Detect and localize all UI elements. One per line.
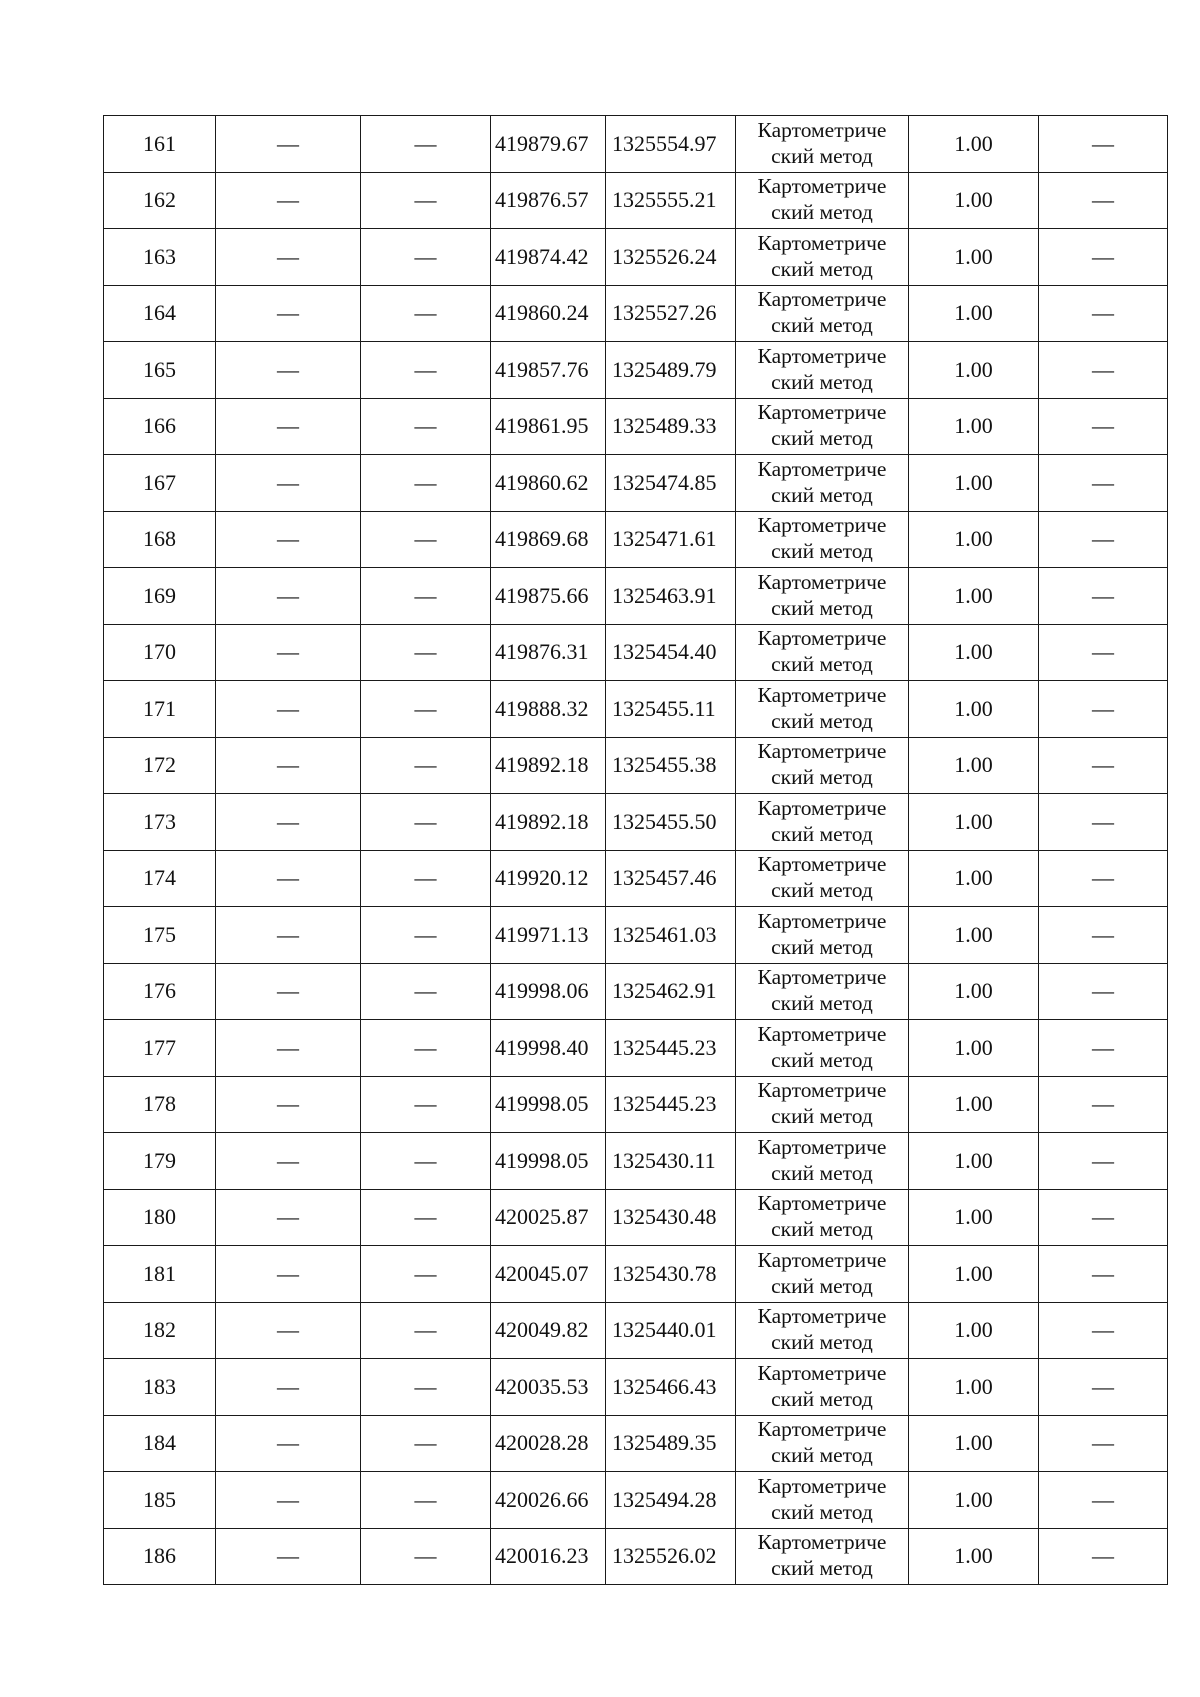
empty-dash-cell: — — [361, 172, 491, 229]
method-line-1: Картометриче — [757, 795, 887, 820]
x-coordinate-cell: 420025.87 — [491, 1189, 606, 1246]
x-coordinate-cell: 419876.31 — [491, 624, 606, 681]
empty-dash-cell: — — [361, 342, 491, 399]
method-cell — [736, 1076, 909, 1133]
method-line-1: Картометриче — [757, 1473, 887, 1498]
accuracy-cell: 1.00 — [909, 1528, 1039, 1585]
method-cell — [736, 116, 909, 173]
point-number-cell: 179 — [104, 1133, 216, 1190]
table-row — [104, 907, 1168, 964]
method-line-1: Картометриче — [757, 965, 887, 990]
empty-dash-cell: — — [216, 285, 361, 342]
y-coordinate-cell: 1325445.23 — [606, 1076, 736, 1133]
accuracy-cell: 1.00 — [909, 116, 1039, 173]
empty-dash-cell: — — [1039, 1472, 1168, 1529]
empty-dash-cell: — — [216, 907, 361, 964]
table-row — [104, 116, 1168, 173]
method-line-2: ский метод — [771, 821, 873, 846]
method-line-1: Картометриче — [757, 400, 887, 425]
y-coordinate-cell: 1325527.26 — [606, 285, 736, 342]
x-coordinate-cell: 419920.12 — [491, 850, 606, 907]
method-line-1: Картометриче — [757, 1247, 887, 1272]
method-cell — [736, 1472, 909, 1529]
empty-dash-cell: — — [361, 1076, 491, 1133]
point-number-cell: 180 — [104, 1189, 216, 1246]
method-line-2: ский метод — [771, 1556, 873, 1581]
empty-dash-cell: — — [216, 850, 361, 907]
empty-dash-cell: — — [216, 1415, 361, 1472]
method-line-1: Картометриче — [757, 230, 887, 255]
method-cell — [736, 794, 909, 851]
method-line-1: Картометриче — [757, 343, 887, 368]
y-coordinate-cell: 1325471.61 — [606, 511, 736, 568]
point-number-cell: 161 — [104, 116, 216, 173]
table-row — [104, 1359, 1168, 1416]
method-line-1: Картометриче — [757, 1021, 887, 1046]
empty-dash-cell: — — [216, 568, 361, 625]
table-row — [104, 1528, 1168, 1585]
point-number-cell: 184 — [104, 1415, 216, 1472]
point-number-cell: 169 — [104, 568, 216, 625]
accuracy-cell: 1.00 — [909, 1302, 1039, 1359]
method-line-2: ский метод — [771, 1386, 873, 1411]
empty-dash-cell: — — [216, 1302, 361, 1359]
method-cell — [736, 342, 909, 399]
method-line-2: ский метод — [771, 1160, 873, 1185]
table-row — [104, 963, 1168, 1020]
method-line-1: Картометриче — [757, 739, 887, 764]
x-coordinate-cell: 420028.28 — [491, 1415, 606, 1472]
table-row — [104, 511, 1168, 568]
method-line-2: ский метод — [771, 539, 873, 564]
method-cell — [736, 1359, 909, 1416]
method-line-2: ский метод — [771, 991, 873, 1016]
x-coordinate-cell: 419892.18 — [491, 794, 606, 851]
empty-dash-cell: — — [216, 229, 361, 286]
empty-dash-cell: — — [361, 1528, 491, 1585]
table-row — [104, 1415, 1168, 1472]
empty-dash-cell: — — [361, 963, 491, 1020]
y-coordinate-cell: 1325430.48 — [606, 1189, 736, 1246]
empty-dash-cell: — — [216, 1020, 361, 1077]
y-coordinate-cell: 1325489.35 — [606, 1415, 736, 1472]
table-row — [104, 1076, 1168, 1133]
empty-dash-cell: — — [1039, 907, 1168, 964]
empty-dash-cell: — — [1039, 963, 1168, 1020]
point-number-cell: 183 — [104, 1359, 216, 1416]
empty-dash-cell: — — [216, 737, 361, 794]
y-coordinate-cell: 1325466.43 — [606, 1359, 736, 1416]
empty-dash-cell: — — [1039, 1359, 1168, 1416]
method-cell — [736, 455, 909, 512]
empty-dash-cell: — — [361, 1472, 491, 1529]
empty-dash-cell: — — [216, 1359, 361, 1416]
method-line-2: ский метод — [771, 1443, 873, 1468]
table-row — [104, 172, 1168, 229]
y-coordinate-cell: 1325440.01 — [606, 1302, 736, 1359]
empty-dash-cell: — — [1039, 681, 1168, 738]
accuracy-cell: 1.00 — [909, 172, 1039, 229]
table-row — [104, 794, 1168, 851]
empty-dash-cell: — — [1039, 511, 1168, 568]
table-row — [104, 1472, 1168, 1529]
table-row — [104, 398, 1168, 455]
accuracy-cell: 1.00 — [909, 229, 1039, 286]
empty-dash-cell: — — [1039, 737, 1168, 794]
method-line-1: Картометриче — [757, 1134, 887, 1159]
empty-dash-cell: — — [216, 172, 361, 229]
method-cell — [736, 285, 909, 342]
point-number-cell: 171 — [104, 681, 216, 738]
empty-dash-cell: — — [1039, 398, 1168, 455]
method-line-2: ский метод — [771, 1217, 873, 1242]
empty-dash-cell: — — [1039, 794, 1168, 851]
accuracy-cell: 1.00 — [909, 907, 1039, 964]
x-coordinate-cell: 419998.05 — [491, 1076, 606, 1133]
empty-dash-cell: — — [1039, 172, 1168, 229]
method-line-1: Картометриче — [757, 1530, 887, 1555]
empty-dash-cell: — — [361, 285, 491, 342]
method-line-2: ский метод — [771, 482, 873, 507]
point-number-cell: 185 — [104, 1472, 216, 1529]
empty-dash-cell: — — [216, 342, 361, 399]
point-number-cell: 173 — [104, 794, 216, 851]
empty-dash-cell: — — [216, 794, 361, 851]
point-number-cell: 178 — [104, 1076, 216, 1133]
y-coordinate-cell: 1325494.28 — [606, 1472, 736, 1529]
x-coordinate-cell: 419876.57 — [491, 172, 606, 229]
y-coordinate-cell: 1325554.97 — [606, 116, 736, 173]
point-number-cell: 168 — [104, 511, 216, 568]
method-line-2: ский метод — [771, 1047, 873, 1072]
y-coordinate-cell: 1325430.11 — [606, 1133, 736, 1190]
point-number-cell: 166 — [104, 398, 216, 455]
method-line-1: Картометриче — [757, 456, 887, 481]
point-number-cell: 162 — [104, 172, 216, 229]
table-row — [104, 681, 1168, 738]
empty-dash-cell: — — [1039, 116, 1168, 173]
point-number-cell: 182 — [104, 1302, 216, 1359]
y-coordinate-cell: 1325454.40 — [606, 624, 736, 681]
accuracy-cell: 1.00 — [909, 342, 1039, 399]
empty-dash-cell: — — [361, 511, 491, 568]
empty-dash-cell: — — [216, 1472, 361, 1529]
accuracy-cell: 1.00 — [909, 1189, 1039, 1246]
empty-dash-cell: — — [1039, 1528, 1168, 1585]
empty-dash-cell: — — [1039, 229, 1168, 286]
method-line-2: ский метод — [771, 1104, 873, 1129]
accuracy-cell: 1.00 — [909, 285, 1039, 342]
empty-dash-cell: — — [361, 398, 491, 455]
empty-dash-cell: — — [361, 1133, 491, 1190]
empty-dash-cell: — — [361, 229, 491, 286]
empty-dash-cell: — — [361, 568, 491, 625]
empty-dash-cell: — — [216, 681, 361, 738]
empty-dash-cell: — — [361, 116, 491, 173]
point-number-cell: 164 — [104, 285, 216, 342]
method-line-1: Картометриче — [757, 852, 887, 877]
method-line-2: ский метод — [771, 934, 873, 959]
method-line-1: Картометриче — [757, 682, 887, 707]
method-cell — [736, 907, 909, 964]
table-row — [104, 1020, 1168, 1077]
method-line-2: ский метод — [771, 369, 873, 394]
accuracy-cell: 1.00 — [909, 681, 1039, 738]
point-number-cell: 181 — [104, 1246, 216, 1303]
method-line-2: ский метод — [771, 1330, 873, 1355]
accuracy-cell: 1.00 — [909, 1359, 1039, 1416]
accuracy-cell: 1.00 — [909, 455, 1039, 512]
empty-dash-cell: — — [1039, 568, 1168, 625]
empty-dash-cell: — — [361, 907, 491, 964]
empty-dash-cell: — — [1039, 850, 1168, 907]
accuracy-cell: 1.00 — [909, 963, 1039, 1020]
x-coordinate-cell: 419879.67 — [491, 116, 606, 173]
table-row — [104, 568, 1168, 625]
coordinates-table — [103, 115, 1168, 1585]
method-line-1: Картометриче — [757, 1360, 887, 1385]
empty-dash-cell: — — [361, 1020, 491, 1077]
empty-dash-cell: — — [1039, 342, 1168, 399]
method-cell — [736, 568, 909, 625]
point-number-cell: 167 — [104, 455, 216, 512]
method-cell — [736, 1528, 909, 1585]
table-row — [104, 455, 1168, 512]
y-coordinate-cell: 1325457.46 — [606, 850, 736, 907]
method-line-1: Картометриче — [757, 1417, 887, 1442]
method-cell — [736, 229, 909, 286]
empty-dash-cell: — — [361, 624, 491, 681]
x-coordinate-cell: 420016.23 — [491, 1528, 606, 1585]
empty-dash-cell: — — [361, 1246, 491, 1303]
method-line-1: Картометриче — [757, 1191, 887, 1216]
accuracy-cell: 1.00 — [909, 624, 1039, 681]
empty-dash-cell: — — [216, 1528, 361, 1585]
x-coordinate-cell: 420035.53 — [491, 1359, 606, 1416]
method-cell — [736, 1020, 909, 1077]
empty-dash-cell: — — [216, 1076, 361, 1133]
accuracy-cell: 1.00 — [909, 1076, 1039, 1133]
method-cell — [736, 1246, 909, 1303]
empty-dash-cell: — — [361, 1302, 491, 1359]
x-coordinate-cell: 419892.18 — [491, 737, 606, 794]
empty-dash-cell: — — [361, 1415, 491, 1472]
accuracy-cell: 1.00 — [909, 1133, 1039, 1190]
empty-dash-cell: — — [1039, 1020, 1168, 1077]
x-coordinate-cell: 419874.42 — [491, 229, 606, 286]
table-row — [104, 285, 1168, 342]
accuracy-cell: 1.00 — [909, 398, 1039, 455]
y-coordinate-cell: 1325489.33 — [606, 398, 736, 455]
method-cell — [736, 172, 909, 229]
method-line-2: ский метод — [771, 1273, 873, 1298]
empty-dash-cell: — — [1039, 1246, 1168, 1303]
method-line-2: ский метод — [771, 708, 873, 733]
empty-dash-cell: — — [1039, 624, 1168, 681]
method-line-1: Картометриче — [757, 1078, 887, 1103]
method-cell — [736, 511, 909, 568]
accuracy-cell: 1.00 — [909, 1246, 1039, 1303]
method-line-1: Картометриче — [757, 626, 887, 651]
method-cell — [736, 963, 909, 1020]
empty-dash-cell: — — [216, 963, 361, 1020]
x-coordinate-cell: 419998.40 — [491, 1020, 606, 1077]
empty-dash-cell: — — [361, 455, 491, 512]
x-coordinate-cell: 419857.76 — [491, 342, 606, 399]
y-coordinate-cell: 1325430.78 — [606, 1246, 736, 1303]
x-coordinate-cell: 420049.82 — [491, 1302, 606, 1359]
accuracy-cell: 1.00 — [909, 737, 1039, 794]
empty-dash-cell: — — [216, 511, 361, 568]
point-number-cell: 163 — [104, 229, 216, 286]
method-line-2: ский метод — [771, 595, 873, 620]
empty-dash-cell: — — [1039, 1415, 1168, 1472]
method-cell — [736, 398, 909, 455]
method-line-2: ский метод — [771, 652, 873, 677]
point-number-cell: 165 — [104, 342, 216, 399]
empty-dash-cell: — — [361, 681, 491, 738]
method-line-2: ский метод — [771, 1499, 873, 1524]
empty-dash-cell: — — [216, 624, 361, 681]
point-number-cell: 170 — [104, 624, 216, 681]
empty-dash-cell: — — [1039, 285, 1168, 342]
x-coordinate-cell: 419860.24 — [491, 285, 606, 342]
table-row — [104, 737, 1168, 794]
method-line-1: Картометриче — [757, 174, 887, 199]
method-cell — [736, 681, 909, 738]
empty-dash-cell: — — [1039, 1189, 1168, 1246]
accuracy-cell: 1.00 — [909, 511, 1039, 568]
table-row — [104, 1133, 1168, 1190]
point-number-cell: 175 — [104, 907, 216, 964]
point-number-cell: 174 — [104, 850, 216, 907]
accuracy-cell: 1.00 — [909, 1020, 1039, 1077]
point-number-cell: 177 — [104, 1020, 216, 1077]
table-row — [104, 1246, 1168, 1303]
y-coordinate-cell: 1325455.11 — [606, 681, 736, 738]
method-line-2: ский метод — [771, 765, 873, 790]
method-line-1: Картометриче — [757, 117, 887, 142]
y-coordinate-cell: 1325445.23 — [606, 1020, 736, 1077]
method-line-1: Картометриче — [757, 287, 887, 312]
accuracy-cell: 1.00 — [909, 794, 1039, 851]
method-cell — [736, 1302, 909, 1359]
y-coordinate-cell: 1325555.21 — [606, 172, 736, 229]
method-cell — [736, 624, 909, 681]
accuracy-cell: 1.00 — [909, 850, 1039, 907]
method-line-2: ский метод — [771, 878, 873, 903]
point-number-cell: 172 — [104, 737, 216, 794]
method-line-2: ский метод — [771, 426, 873, 451]
y-coordinate-cell: 1325455.50 — [606, 794, 736, 851]
y-coordinate-cell: 1325455.38 — [606, 737, 736, 794]
x-coordinate-cell: 419998.06 — [491, 963, 606, 1020]
method-cell — [736, 1189, 909, 1246]
empty-dash-cell: — — [361, 1359, 491, 1416]
accuracy-cell: 1.00 — [909, 568, 1039, 625]
point-number-cell: 176 — [104, 963, 216, 1020]
empty-dash-cell: — — [361, 1189, 491, 1246]
x-coordinate-cell: 419888.32 — [491, 681, 606, 738]
method-line-1: Картометриче — [757, 513, 887, 538]
x-coordinate-cell: 419875.66 — [491, 568, 606, 625]
table-row — [104, 1189, 1168, 1246]
point-number-cell: 186 — [104, 1528, 216, 1585]
empty-dash-cell: — — [1039, 1302, 1168, 1359]
empty-dash-cell: — — [1039, 455, 1168, 512]
method-line-1: Картометриче — [757, 908, 887, 933]
empty-dash-cell: — — [361, 737, 491, 794]
x-coordinate-cell: 420026.66 — [491, 1472, 606, 1529]
y-coordinate-cell: 1325461.03 — [606, 907, 736, 964]
method-cell — [736, 737, 909, 794]
empty-dash-cell: — — [1039, 1133, 1168, 1190]
empty-dash-cell: — — [361, 794, 491, 851]
table-row — [104, 229, 1168, 286]
method-line-1: Картометриче — [757, 569, 887, 594]
empty-dash-cell: — — [216, 116, 361, 173]
accuracy-cell: 1.00 — [909, 1415, 1039, 1472]
table-row — [104, 342, 1168, 399]
table-row — [104, 850, 1168, 907]
y-coordinate-cell: 1325489.79 — [606, 342, 736, 399]
table-row — [104, 1302, 1168, 1359]
y-coordinate-cell: 1325463.91 — [606, 568, 736, 625]
method-cell — [736, 850, 909, 907]
x-coordinate-cell: 419998.05 — [491, 1133, 606, 1190]
method-line-2: ский метод — [771, 313, 873, 338]
accuracy-cell: 1.00 — [909, 1472, 1039, 1529]
empty-dash-cell: — — [216, 398, 361, 455]
empty-dash-cell: — — [216, 1133, 361, 1190]
x-coordinate-cell: 419860.62 — [491, 455, 606, 512]
empty-dash-cell: — — [216, 1246, 361, 1303]
y-coordinate-cell: 1325474.85 — [606, 455, 736, 512]
empty-dash-cell: — — [216, 1189, 361, 1246]
method-line-2: ский метод — [771, 143, 873, 168]
table-row — [104, 624, 1168, 681]
y-coordinate-cell: 1325526.02 — [606, 1528, 736, 1585]
x-coordinate-cell: 419861.95 — [491, 398, 606, 455]
table-body — [104, 116, 1168, 1585]
empty-dash-cell: — — [216, 455, 361, 512]
x-coordinate-cell: 420045.07 — [491, 1246, 606, 1303]
method-line-2: ский метод — [771, 200, 873, 225]
empty-dash-cell: — — [361, 850, 491, 907]
y-coordinate-cell: 1325526.24 — [606, 229, 736, 286]
empty-dash-cell: — — [1039, 1076, 1168, 1133]
method-cell — [736, 1133, 909, 1190]
x-coordinate-cell: 419971.13 — [491, 907, 606, 964]
method-line-2: ский метод — [771, 256, 873, 281]
x-coordinate-cell: 419869.68 — [491, 511, 606, 568]
method-cell — [736, 1415, 909, 1472]
method-line-1: Картометриче — [757, 1304, 887, 1329]
y-coordinate-cell: 1325462.91 — [606, 963, 736, 1020]
